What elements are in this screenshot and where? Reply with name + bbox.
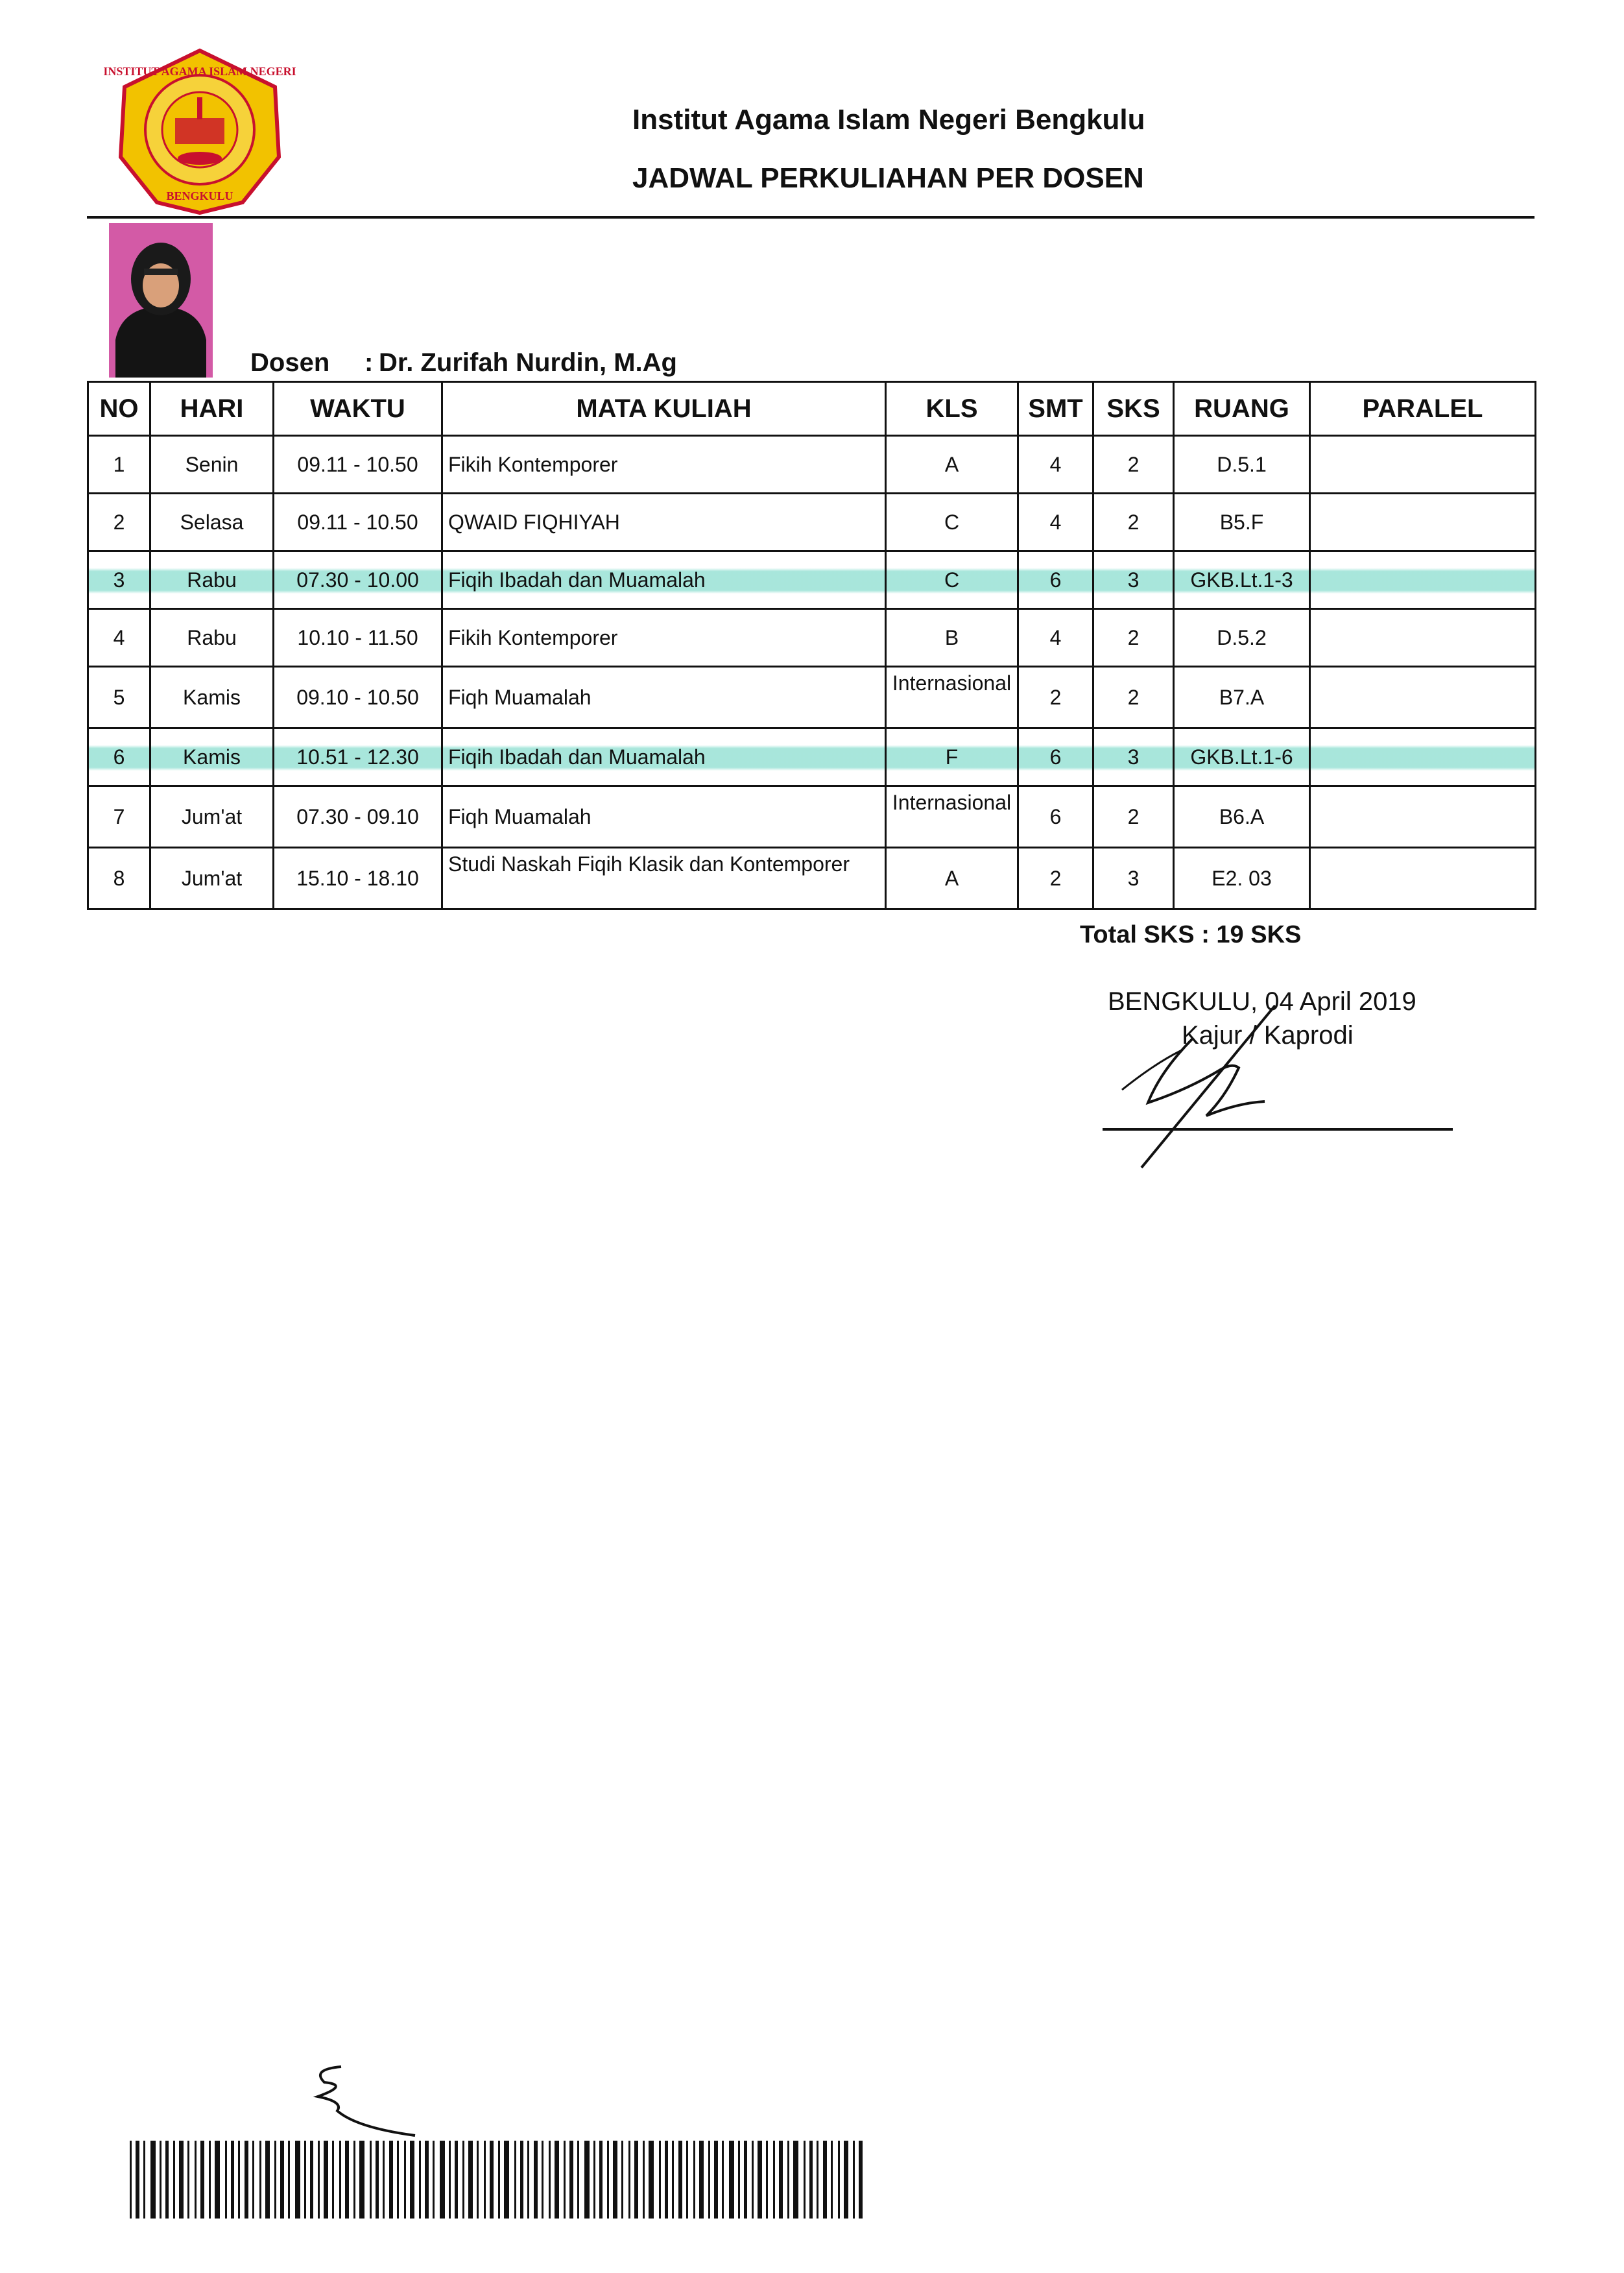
barcode-bar <box>520 2141 523 2219</box>
cell-mata-kuliah: Fiqh Muamalah <box>442 786 886 848</box>
barcode-bar <box>332 2141 334 2219</box>
col-header-kls: KLS <box>886 382 1018 436</box>
barcode-bar <box>231 2141 234 2219</box>
col-header-ruang: RUANG <box>1174 382 1310 436</box>
cell-waktu: 09.11 - 10.50 <box>274 436 442 494</box>
cell-sks: 3 <box>1093 848 1174 909</box>
cell-waktu: 10.10 - 11.50 <box>274 609 442 667</box>
barcode-bar <box>259 2141 261 2219</box>
cell-ruang: GKB.Lt.1-6 <box>1174 728 1310 786</box>
barcode-bar <box>410 2141 414 2219</box>
barcode-bar <box>462 2141 464 2219</box>
table-row <box>88 667 1536 728</box>
barcode-bar <box>838 2141 840 2219</box>
barcode-bar <box>288 2141 290 2219</box>
cell-paralel <box>1310 609 1536 667</box>
barcode-bar <box>245 2141 248 2219</box>
barcode-bar <box>634 2141 638 2219</box>
table-row <box>88 786 1536 848</box>
cell-smt: 4 <box>1018 609 1093 667</box>
barcode-bar <box>449 2141 451 2219</box>
cell-sks: 2 <box>1093 494 1174 551</box>
cell-waktu: 09.10 - 10.50 <box>274 667 442 728</box>
barcode-bar <box>195 2141 197 2219</box>
cell-hari: Rabu <box>150 609 274 667</box>
barcode-bar <box>758 2141 762 2219</box>
barcode-bar <box>455 2141 458 2219</box>
cell-ruang: B5.F <box>1174 494 1310 551</box>
cell-kls: Internasional <box>886 786 1018 848</box>
cell-kls: A <box>886 848 1018 909</box>
cell-smt: 2 <box>1018 667 1093 728</box>
cell-mata-kuliah: Studi Naskah Fiqih Klasik dan Kontemporer <box>442 848 886 909</box>
barcode-bar <box>844 2141 848 2219</box>
cell-smt: 6 <box>1018 551 1093 609</box>
cell-no: 4 <box>88 609 150 667</box>
barcode-bar <box>484 2141 486 2219</box>
barcode-bar <box>744 2141 747 2219</box>
barcode-bar <box>252 2141 254 2219</box>
table-row-highlighted <box>88 728 1536 786</box>
barcode-bar <box>404 2141 406 2219</box>
barcode-bar <box>477 2141 479 2219</box>
barcode-bar <box>738 2141 740 2219</box>
cell-no: 3 <box>88 551 150 609</box>
barcode-bar <box>607 2141 609 2219</box>
barcode-bar <box>215 2141 220 2219</box>
lecturer-name: Dr. Zurifah Nurdin, M.Ag <box>379 348 677 377</box>
barcode-bar <box>831 2141 833 2219</box>
barcode-bar <box>534 2141 538 2219</box>
barcode-bar <box>345 2141 349 2219</box>
barcode-bar <box>564 2141 566 2219</box>
barcode-bar <box>200 2141 204 2219</box>
cell-ruang: B6.A <box>1174 786 1310 848</box>
barcode-bar <box>339 2141 341 2219</box>
barcode-bar <box>238 2141 240 2219</box>
barcode-bar <box>527 2141 529 2219</box>
cell-waktu: 07.30 - 09.10 <box>274 786 442 848</box>
col-header-smt: SMT <box>1018 382 1093 436</box>
barcode-bar <box>773 2141 775 2219</box>
cell-sks: 2 <box>1093 786 1174 848</box>
barcode-bar <box>440 2141 445 2219</box>
signatory-role: Kajur / Kaprodi <box>1182 1021 1354 1050</box>
barcode-bar <box>859 2141 863 2219</box>
barcode-bar <box>498 2141 500 2219</box>
col-header-mata-kuliah: MATA KULIAH <box>442 382 886 436</box>
table-row-highlighted <box>88 551 1536 609</box>
barcode-bar <box>265 2141 270 2219</box>
barcode-bar <box>693 2141 695 2219</box>
cell-no: 5 <box>88 667 150 728</box>
cell-sks: 3 <box>1093 728 1174 786</box>
cell-sks: 2 <box>1093 436 1174 494</box>
cell-sks: 2 <box>1093 667 1174 728</box>
cell-waktu: 15.10 - 18.10 <box>274 848 442 909</box>
barcode-bar <box>490 2141 494 2219</box>
barcode-bar <box>425 2141 429 2219</box>
cell-sks: 3 <box>1093 551 1174 609</box>
cell-paralel <box>1310 667 1536 728</box>
barcode-bar <box>433 2141 435 2219</box>
barcode-bar <box>672 2141 674 2219</box>
barcode-bar <box>359 2141 364 2219</box>
barcode-bar <box>130 2141 132 2219</box>
barcode-bar <box>187 2141 189 2219</box>
cell-mata-kuliah: Fikih Kontemporer <box>442 436 886 494</box>
cell-hari: Kamis <box>150 728 274 786</box>
cell-hari: Selasa <box>150 494 274 551</box>
table-row <box>88 609 1536 667</box>
barcode-bar <box>383 2141 385 2219</box>
initial-scribble-icon <box>298 2056 428 2147</box>
cell-ruang: B7.A <box>1174 667 1310 728</box>
table-row <box>88 494 1536 551</box>
barcode-bar <box>804 2141 806 2219</box>
barcode-bar <box>678 2141 682 2219</box>
barcode-bar <box>225 2141 227 2219</box>
cell-kls: Internasional <box>886 667 1018 728</box>
cell-smt: 4 <box>1018 494 1093 551</box>
cell-smt: 4 <box>1018 436 1093 494</box>
barcode-bar <box>628 2141 630 2219</box>
cell-kls: B <box>886 609 1018 667</box>
cell-ruang: E2. 03 <box>1174 848 1310 909</box>
barcode-bar <box>555 2141 559 2219</box>
barcode-bar <box>793 2141 798 2219</box>
cell-paralel <box>1310 848 1536 909</box>
total-sks: Total SKS : 19 SKS <box>1080 921 1302 948</box>
barcode-bar <box>150 2141 156 2219</box>
schedule-table <box>87 381 1536 910</box>
table-header-row <box>88 382 1536 436</box>
barcode-bar <box>143 2141 145 2219</box>
barcode-bar <box>569 2141 573 2219</box>
barcode-bar <box>766 2141 768 2219</box>
cell-ruang: D.5.1 <box>1174 436 1310 494</box>
cell-mata-kuliah: Fiqih Ibadah dan Muamalah <box>442 728 886 786</box>
barcode-bar <box>419 2141 421 2219</box>
barcode-bar <box>577 2141 579 2219</box>
barcode-bar <box>295 2141 300 2219</box>
barcode-bar <box>179 2141 184 2219</box>
barcode-bar <box>280 2141 284 2219</box>
barcode-bar <box>397 2141 399 2219</box>
barcode-bar <box>504 2141 509 2219</box>
cell-kls: A <box>886 436 1018 494</box>
barcode-bar <box>699 2141 704 2219</box>
barcode-bar <box>599 2141 603 2219</box>
barcode-bar <box>165 2141 169 2219</box>
cell-hari: Senin <box>150 436 274 494</box>
barcode-bar <box>376 2141 379 2219</box>
cell-no: 6 <box>88 728 150 786</box>
cell-hari: Rabu <box>150 551 274 609</box>
cell-paralel <box>1310 551 1536 609</box>
cell-kls: C <box>886 551 1018 609</box>
barcode-bar <box>649 2141 654 2219</box>
barcode-bar <box>389 2141 393 2219</box>
barcode-bar <box>787 2141 789 2219</box>
barcode-bar <box>613 2141 617 2219</box>
barcode-bar <box>353 2141 355 2219</box>
barcode-bar <box>643 2141 645 2219</box>
barcode-bar <box>686 2141 688 2219</box>
col-header-sks: SKS <box>1093 382 1174 436</box>
cell-waktu: 07.30 - 10.00 <box>274 551 442 609</box>
barcode-bar <box>160 2141 161 2219</box>
cell-no: 1 <box>88 436 150 494</box>
table-row <box>88 848 1536 909</box>
cell-paralel <box>1310 786 1536 848</box>
seal-logo-icon <box>103 47 296 217</box>
barcode-bar <box>817 2141 818 2219</box>
barcode-bar <box>779 2141 783 2219</box>
barcode-icon <box>130 2141 868 2219</box>
barcode-bar <box>714 2141 718 2219</box>
col-header-waktu: WAKTU <box>274 382 442 436</box>
place-date: BENGKULU, 04 April 2019 <box>1108 987 1416 1016</box>
cell-smt: 2 <box>1018 848 1093 909</box>
logo-ring-bottom-text: BENGKULU <box>166 189 233 202</box>
barcode-bar <box>729 2141 734 2219</box>
barcode-bar <box>542 2141 543 2219</box>
barcode-bar <box>173 2141 175 2219</box>
barcode-bar <box>318 2141 320 2219</box>
cell-mata-kuliah: QWAID FIQHIYAH <box>442 494 886 551</box>
cell-paralel <box>1310 728 1536 786</box>
col-header-hari: HARI <box>150 382 274 436</box>
barcode-bar <box>584 2141 590 2219</box>
header-divider <box>87 216 1534 219</box>
cell-sks: 2 <box>1093 609 1174 667</box>
col-header-paralel: PARALEL <box>1310 382 1536 436</box>
cell-ruang: GKB.Lt.1-3 <box>1174 551 1310 609</box>
col-header-no: NO <box>88 382 150 436</box>
cell-hari: Jum'at <box>150 786 274 848</box>
lecturer-label: Dosen <box>250 348 330 377</box>
barcode-bar <box>274 2141 276 2219</box>
barcode-bar <box>752 2141 754 2219</box>
barcode-bar <box>549 2141 551 2219</box>
cell-no: 8 <box>88 848 150 909</box>
logo-ring-top-text: INSTITUT AGAMA ISLAM NEGERI <box>103 65 296 78</box>
cell-waktu: 10.51 - 12.30 <box>274 728 442 786</box>
cell-waktu: 09.11 - 10.50 <box>274 494 442 551</box>
cell-hari: Jum'at <box>150 848 274 909</box>
cell-no: 7 <box>88 786 150 848</box>
cell-smt: 6 <box>1018 786 1093 848</box>
barcode-bar <box>722 2141 724 2219</box>
lecturer-photo-icon <box>109 223 213 378</box>
cell-kls: F <box>886 728 1018 786</box>
cell-no: 2 <box>88 494 150 551</box>
cell-paralel <box>1310 494 1536 551</box>
lecturer-colon: : <box>364 348 374 377</box>
cell-hari: Kamis <box>150 667 274 728</box>
barcode-bar <box>136 2141 139 2219</box>
barcode-bar <box>853 2141 855 2219</box>
barcode-bar <box>468 2141 473 2219</box>
barcode-bar <box>324 2141 328 2219</box>
barcode-bar <box>304 2141 306 2219</box>
barcode-bar <box>209 2141 211 2219</box>
barcode-bar <box>708 2141 710 2219</box>
barcode-bar <box>593 2141 595 2219</box>
barcode-bar <box>665 2141 668 2219</box>
barcode-bar <box>809 2141 813 2219</box>
cell-paralel <box>1310 436 1536 494</box>
cell-mata-kuliah: Fikih Kontemporer <box>442 609 886 667</box>
document-title: JADWAL PERKULIAHAN PER DOSEN <box>632 162 1144 194</box>
barcode-bar <box>310 2141 313 2219</box>
cell-mata-kuliah: Fiqih Ibadah dan Muamalah <box>442 551 886 609</box>
cell-ruang: D.5.2 <box>1174 609 1310 667</box>
cell-smt: 6 <box>1018 728 1093 786</box>
handwritten-signature-icon <box>1096 992 1317 1174</box>
cell-mata-kuliah: Fiqh Muamalah <box>442 667 886 728</box>
barcode-bar <box>370 2141 372 2219</box>
institution-name: Institut Agama Islam Negeri Bengkulu <box>632 104 1145 136</box>
signature-line <box>1103 1128 1453 1131</box>
table-row <box>88 436 1536 494</box>
barcode-bar <box>514 2141 516 2219</box>
barcode-bar <box>659 2141 661 2219</box>
barcode-bar <box>621 2141 623 2219</box>
cell-kls: C <box>886 494 1018 551</box>
barcode-bar <box>823 2141 827 2219</box>
